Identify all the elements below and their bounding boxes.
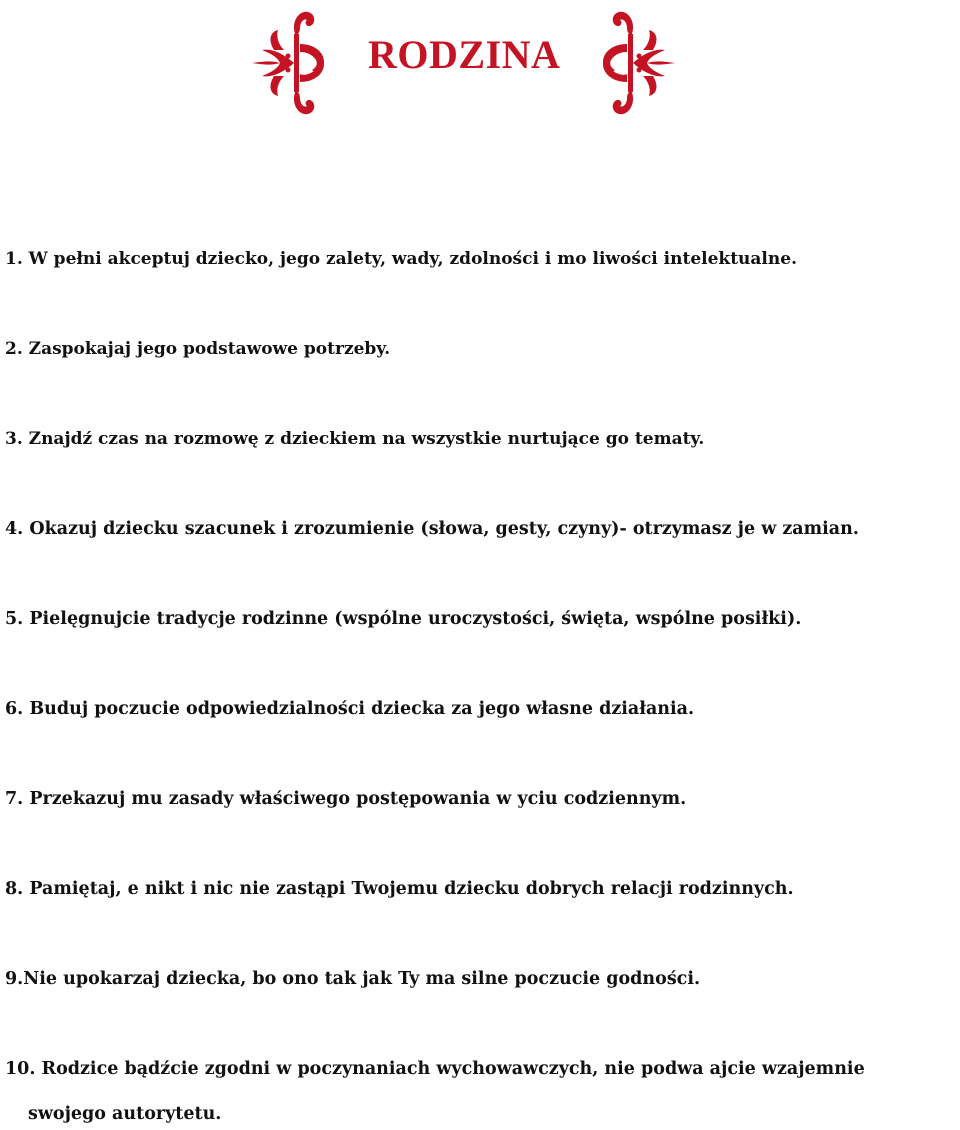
rule-item: 10. Rodzice bądźcie zgodni w poczynaniach wychowawczych, nie podwa ajcie wzajemnie xyxy=(5,1059,865,1079)
rule-item: 8. Pamiętaj, e nikt i nic nie zastąpi Twojemu dziecku dobrych relacji rodzinnych. xyxy=(5,879,794,899)
rule-item: 2. Zaspokajaj jego podstawowe potrzeby. xyxy=(5,339,391,359)
floral-ornament-icon xyxy=(577,4,677,122)
rule-item: 3. Znajdź czas na rozmowę z dzieckiem na wszystkie nurtujące go tematy. xyxy=(5,429,705,449)
rule-item: 7. Przekazuj mu zasady właściwego postępowania w yciu codziennym. xyxy=(5,789,687,809)
rule-item: 1. W pełni akceptuj dziecko, jego zalety, wady, zdolności i mo liwości intelektualne. xyxy=(5,249,797,269)
page-title: RODZINA xyxy=(368,32,561,77)
floral-ornament-icon xyxy=(250,4,350,122)
rule-item-continuation: swojego autorytetu. xyxy=(28,1104,222,1124)
rule-item: 4. Okazuj dziecku szacunek i zrozumienie (słowa, gesty, czyny)- otrzymasz je w zamian. xyxy=(5,519,859,539)
header xyxy=(0,0,960,130)
rule-item: 6. Buduj poczucie odpowiedzialności dziecka za jego własne działania. xyxy=(5,699,695,719)
rule-item: 9.Nie upokarzaj dziecka, bo ono tak jak Ty ma silne poczucie godności. xyxy=(5,969,701,989)
rule-item: 5. Pielęgnujcie tradycje rodzinne (wspólne uroczystości, święta, wspólne posiłki). xyxy=(5,609,802,629)
